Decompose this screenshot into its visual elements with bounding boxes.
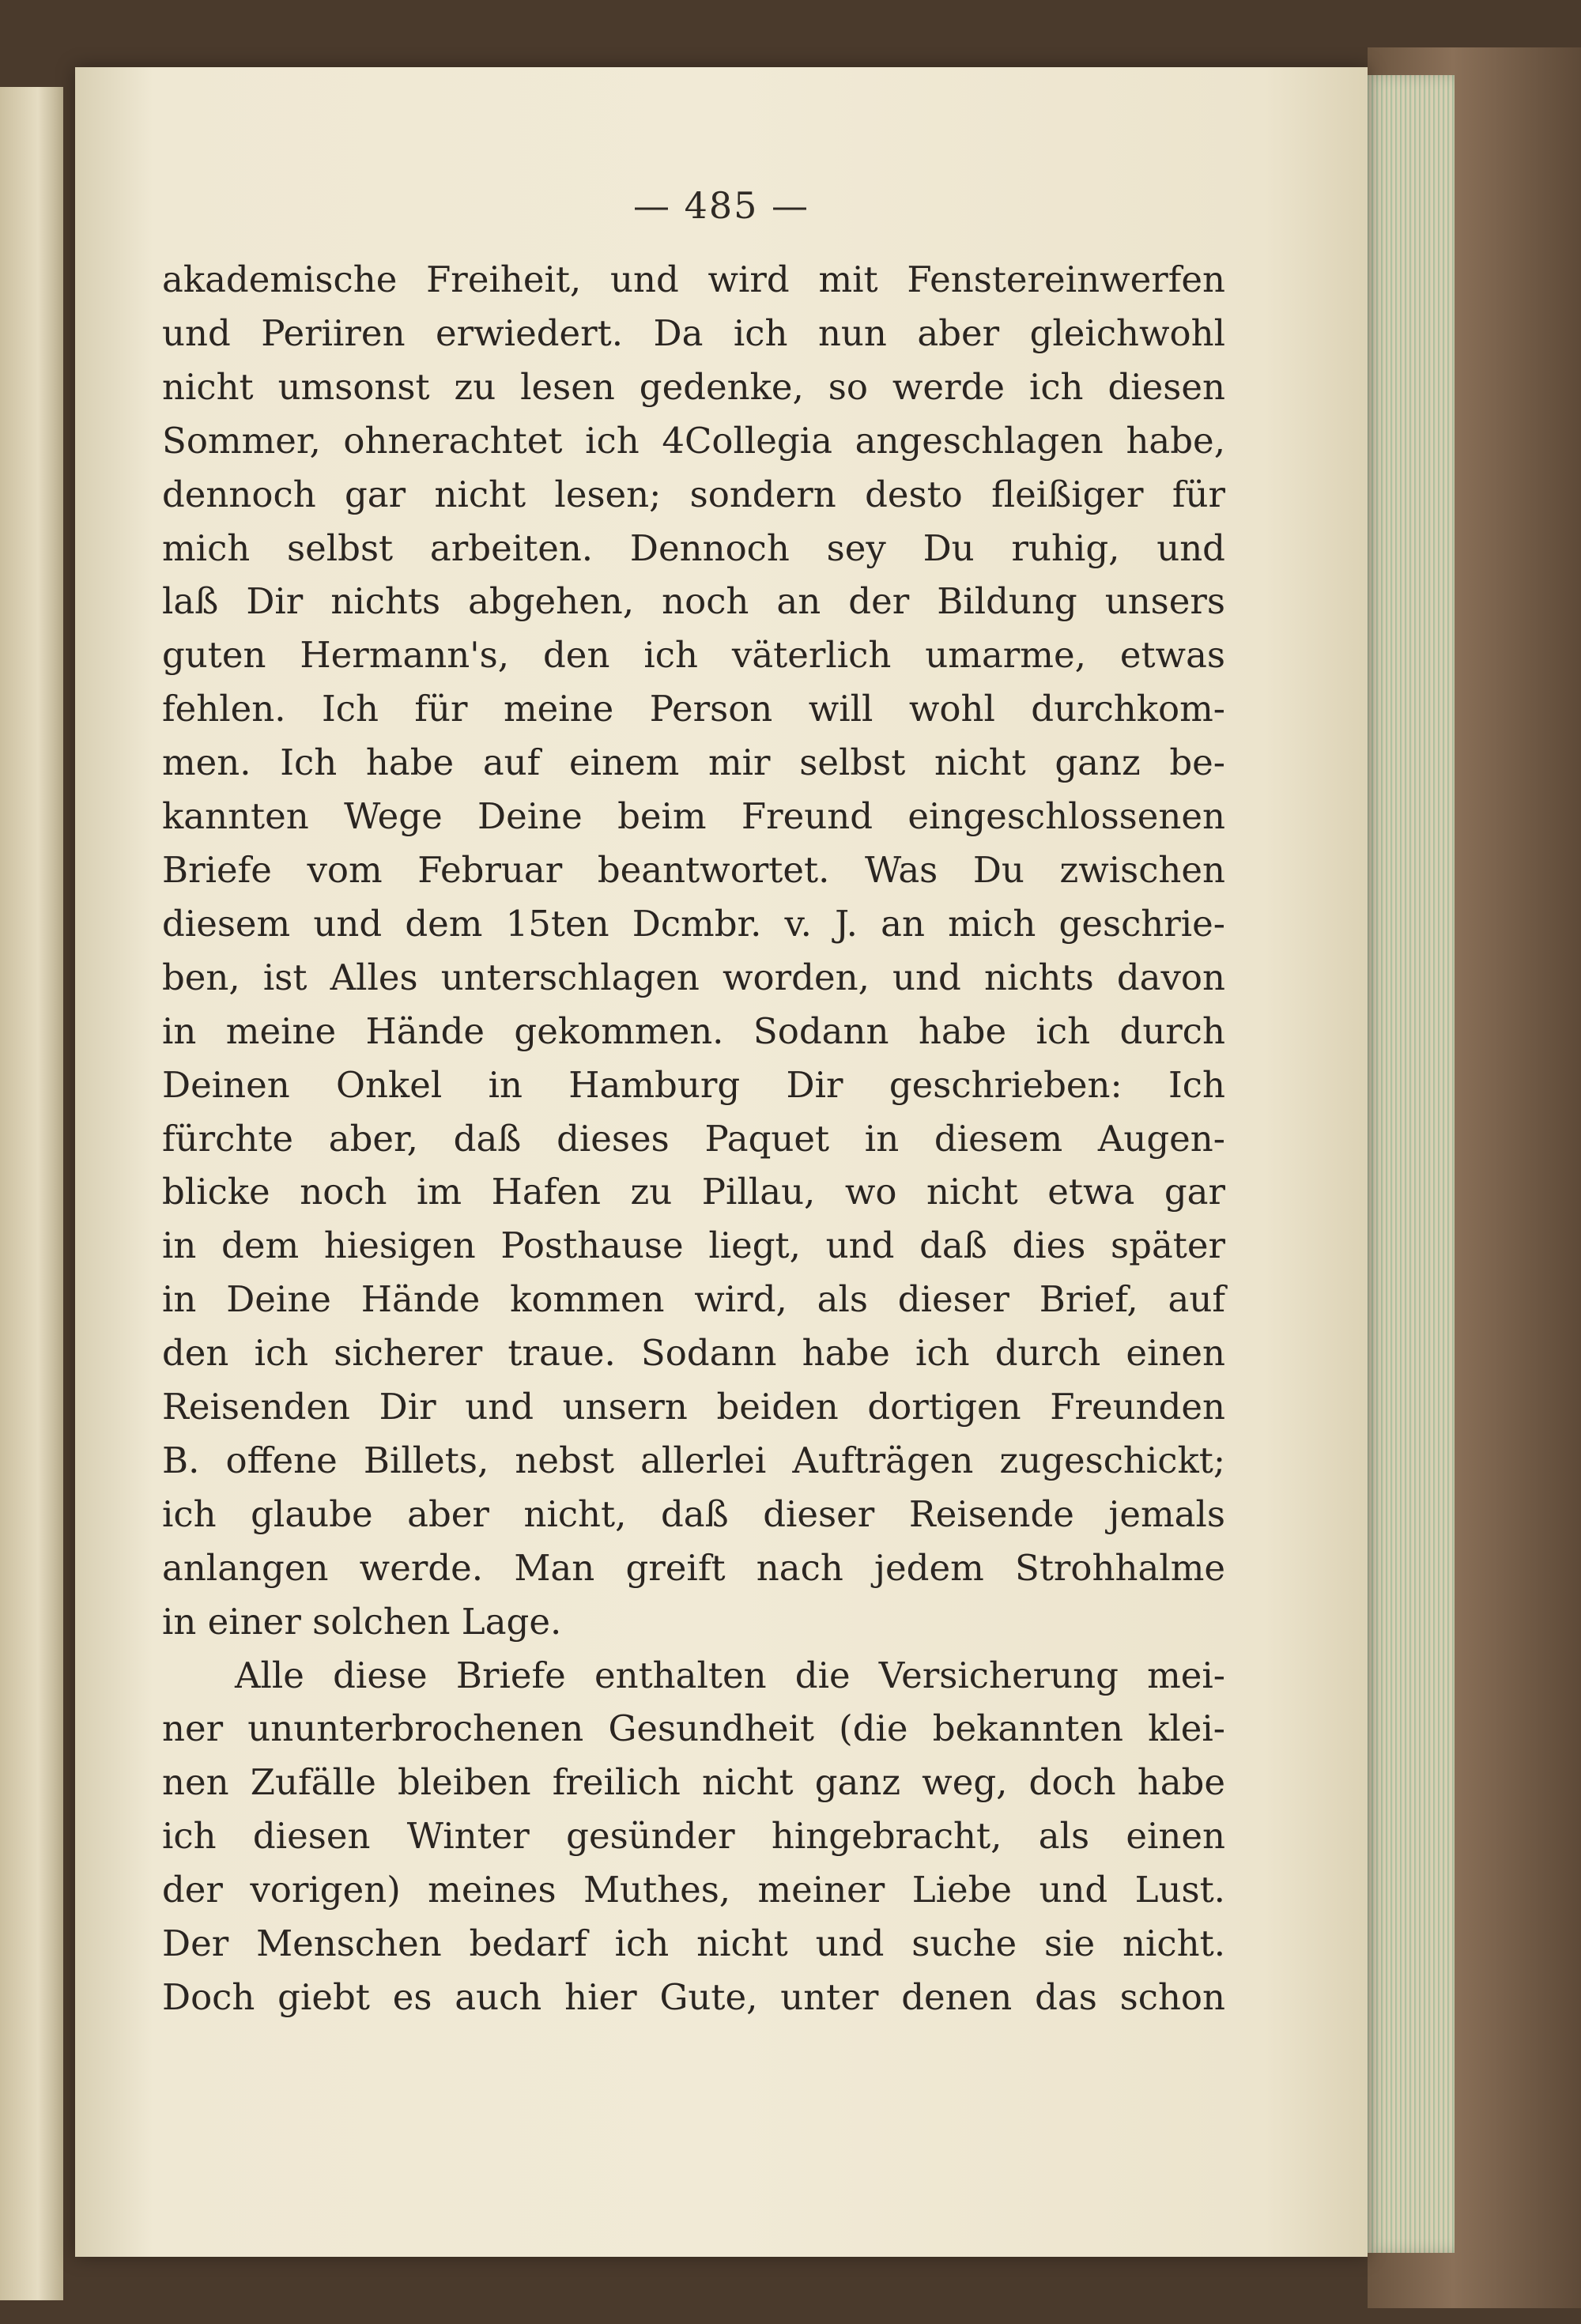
- text-line: Reisenden Dir und unsern beiden dortigen Freunden: [162, 1386, 1225, 1428]
- text-line: kannten Wege Deine beim Freund eingeschlossenen: [162, 795, 1225, 838]
- text-line: guten Hermann's, den ich väterlich umarme, etwas: [162, 634, 1225, 677]
- text-line: ich glaube aber nicht, daß dieser Reisende jemals: [162, 1492, 1225, 1535]
- text-line: in dem hiesigen Posthause liegt, und daß dies später: [162, 1224, 1225, 1267]
- facing-page-edge: [0, 87, 63, 2300]
- text-line: ich diesen Winter gesünder hingebracht, als einen: [162, 1815, 1225, 1858]
- text-line: blicke noch im Hafen zu Pillau, wo nicht etwa gar: [162, 1171, 1225, 1213]
- text-line: nen Zufälle bleiben freilich nicht ganz weg, doch habe: [162, 1761, 1225, 1804]
- text-line: ner ununterbrochenen Gesundheit (die bekannten klei-: [162, 1707, 1225, 1750]
- text-line: Sommer, ohnerachtet ich 4Collegia angeschlagen habe,: [162, 419, 1225, 462]
- text-line: in einer solchen Lage.: [162, 1600, 562, 1643]
- text-line: B. offene Billets, nebst allerlei Aufträgen zugeschickt;: [162, 1439, 1225, 1481]
- book-page: [75, 67, 1368, 2257]
- text-line: Alle diese Briefe enthalten die Versicherung mei-: [235, 1654, 1225, 1696]
- text-line: den ich sicherer traue. Sodann habe ich durch einen: [162, 1332, 1225, 1375]
- text-line: ben, ist Alles unterschlagen worden, und nichts davon: [162, 956, 1225, 998]
- text-line: diesem und dem 15ten Dcmbr. v. J. an mich geschrie-: [162, 902, 1225, 945]
- text-line: mich selbst arbeiten. Dennoch sey Du ruhig, und: [162, 526, 1225, 569]
- text-line: fehlen. Ich für meine Person will wohl durchkom-: [162, 688, 1225, 730]
- text-line: der vorigen) meines Muthes, meiner Liebe und Lust.: [162, 1869, 1225, 1911]
- text-line: nicht umsonst zu lesen gedenke, so werde ich diesen: [162, 365, 1225, 408]
- text-line: und Periiren erwiedert. Da ich nun aber gleichwohl: [162, 311, 1225, 354]
- text-line: men. Ich habe auf einem mir selbst nicht ganz be-: [162, 741, 1225, 784]
- page-edges: [1360, 75, 1455, 2253]
- text-line: fürchte aber, daß dieses Paquet in diesem Augen-: [162, 1117, 1225, 1160]
- page-number: — 485 —: [632, 184, 810, 227]
- text-line: anlangen werde. Man greift nach jedem Strohhalme: [162, 1546, 1225, 1589]
- text-line: Doch giebt es auch hier Gute, unter denen das schon: [162, 1976, 1225, 2018]
- text-line: in meine Hände gekommen. Sodann habe ich durch: [162, 1009, 1225, 1052]
- text-line: in Deine Hände kommen wird, als dieser Brief, auf: [162, 1278, 1225, 1321]
- text-line: Deinen Onkel in Hamburg Dir geschrieben: Ich: [162, 1063, 1225, 1106]
- text-line: akademische Freiheit, und wird mit Fenstereinwerfen: [162, 258, 1225, 300]
- text-line: laß Dir nichts abgehen, noch an der Bildung unsers: [162, 580, 1225, 623]
- text-line: dennoch gar nicht lesen; sondern desto fleißiger für: [162, 473, 1225, 515]
- text-line: Briefe vom Februar beantwortet. Was Du zwischen: [162, 848, 1225, 891]
- body-text: [162, 253, 1225, 2024]
- text-line: Der Menschen bedarf ich nicht und suche sie nicht.: [162, 1922, 1225, 1965]
